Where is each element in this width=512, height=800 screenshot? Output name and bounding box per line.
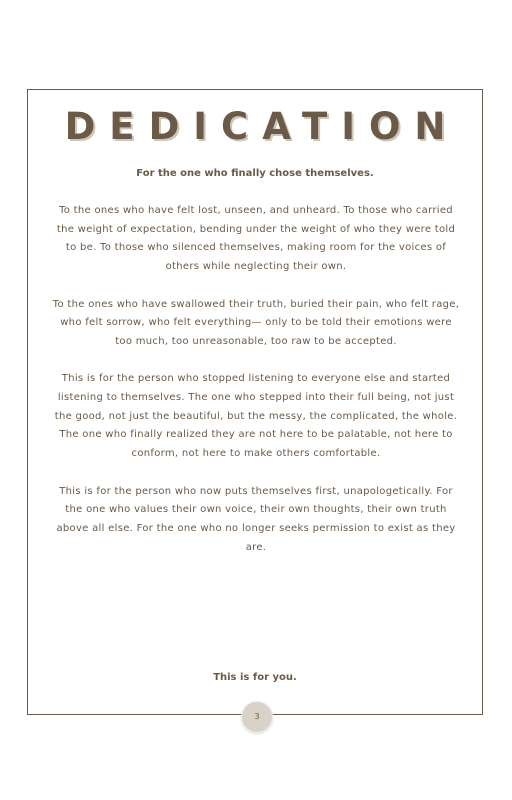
paragraph: To the ones who have felt lost, unseen, and unheard. To those who carried the weight of expectation, bending under the weight of who they were told to be. To those who silenced themselves, making room for the voices of others while neglecting their own.: [56, 205, 456, 273]
paragraph: This is for the person who now puts themselves first, unapologetically. For the one who values their own voice, their own thoughts, their own truth above all else. For the one who no longer seeks permission to exist as they are.: [56, 485, 456, 553]
dedication-subtitle: For the one who finally chose themselves.: [136, 168, 374, 179]
paragraph: This is for the person who stopped listening to everyone else and started listening to themselves. The one who stepped into their full being, not just the good, not just the beautiful, but the messy, the complicated, the whole. The one who finally realized they are not here to be palatable, not here to conform, not here to make others comfortable.: [54, 373, 458, 460]
page-number-badge: 3: [241, 701, 273, 733]
paragraph: To the ones who have swallowed their truth, buried their pain, who felt rage, who felt sorrow, who felt everything— only to be told their emotions were too much, too unreasonable, too raw to be accepted.: [52, 298, 460, 347]
dedication-body: [52, 202, 460, 557]
closing-line: This is for you.: [213, 672, 297, 683]
page-title: DEDICATION: [64, 105, 460, 148]
